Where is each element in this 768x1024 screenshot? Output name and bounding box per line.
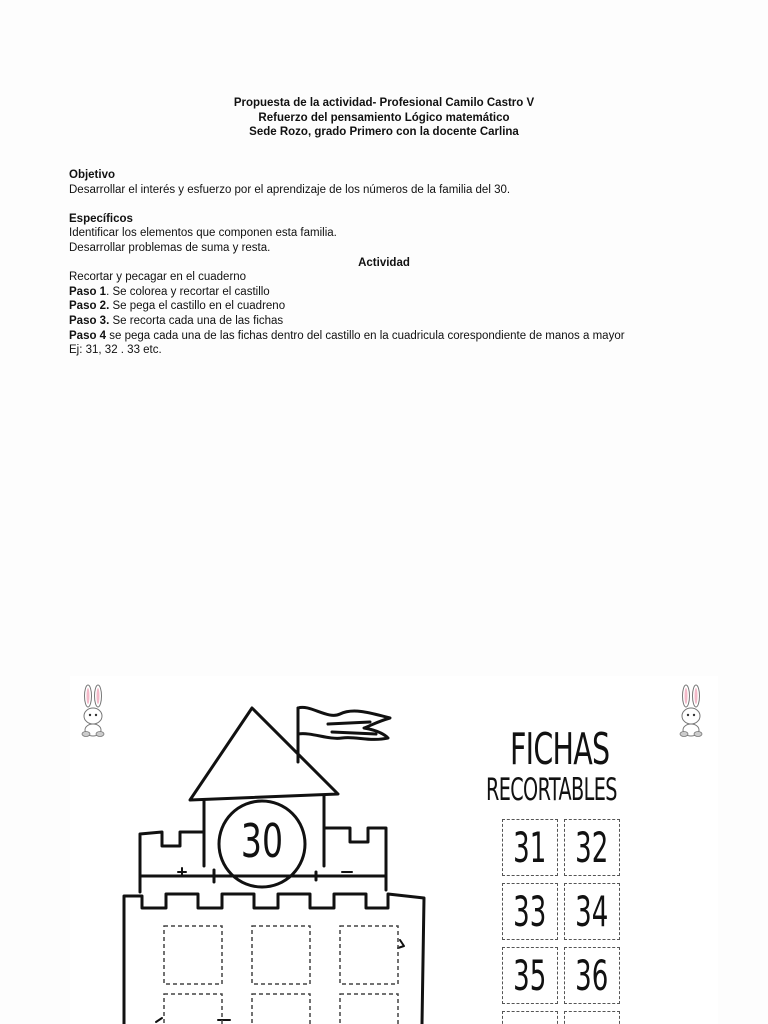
tile-number: 35 — [513, 951, 547, 1000]
tile-number: 31 — [513, 823, 547, 872]
step-text: . Se colorea y recortar el castillo — [106, 285, 270, 298]
header-line-1: Propuesta de la actividad- Profesional Camilo Castro V — [233, 97, 535, 109]
header-line-3: Sede Rozo, grado Primero con la docente Carlina — [249, 126, 519, 138]
number-tile — [502, 947, 558, 1004]
step-4 — [69, 329, 729, 344]
fichas-title: FICHAS — [510, 724, 610, 775]
number-tile — [564, 883, 620, 940]
step-text: Se pega el castillo en el cuadreno — [109, 300, 286, 313]
example-text: Ej: 31, 32 . 33 etc. — [69, 344, 162, 357]
step-3 — [69, 314, 729, 329]
tile-number: 33 — [513, 887, 547, 936]
step-label: Paso 1 — [69, 285, 107, 298]
step-text: se pega cada una de las fichas dentro del castillo en la cuadricula corespondiente de manos a mayor — [106, 329, 625, 342]
fichas-subtitle: RECORTABLES — [486, 772, 617, 808]
worksheet-image — [70, 676, 718, 1024]
especificos-title: Específicos — [69, 212, 133, 225]
step-text: Se recorta cada una de las fichas — [109, 314, 284, 327]
objetivo-text: Desarrollar el interés y esfuerzo por el aprendizaje de los números de la familia del 30. — [69, 183, 511, 196]
step-label: Paso 3. — [69, 314, 110, 327]
bunny-icon — [674, 684, 710, 740]
document-body — [69, 168, 729, 358]
step-1 — [69, 285, 729, 300]
number-tile-partial — [564, 1011, 620, 1024]
actividad-intro: Recortar y pecagar en el cuaderno — [69, 271, 247, 284]
castle-number: 30 — [240, 814, 284, 868]
header-line-2: Refuerzo del pensamiento Lógico matemático — [258, 111, 510, 124]
step-label: Paso 2. — [69, 300, 110, 313]
number-tile — [502, 819, 558, 876]
number-tile — [564, 947, 620, 1004]
number-tile — [502, 883, 558, 940]
number-tile-partial — [502, 1011, 558, 1024]
step-2 — [69, 299, 729, 314]
especifico-item: Identificar los elementos que componen esta familia. — [69, 227, 337, 240]
document-header — [0, 96, 768, 140]
step-label: Paso 4 — [69, 329, 107, 342]
actividad-title: Actividad — [358, 256, 410, 269]
especifico-item: Desarrollar problemas de suma y resta. — [69, 241, 271, 254]
tile-number: 36 — [575, 951, 609, 1000]
number-tile — [564, 819, 620, 876]
objetivo-title: Objetivo — [69, 169, 116, 181]
tile-number: 34 — [575, 887, 609, 936]
tile-number: 32 — [575, 823, 609, 872]
